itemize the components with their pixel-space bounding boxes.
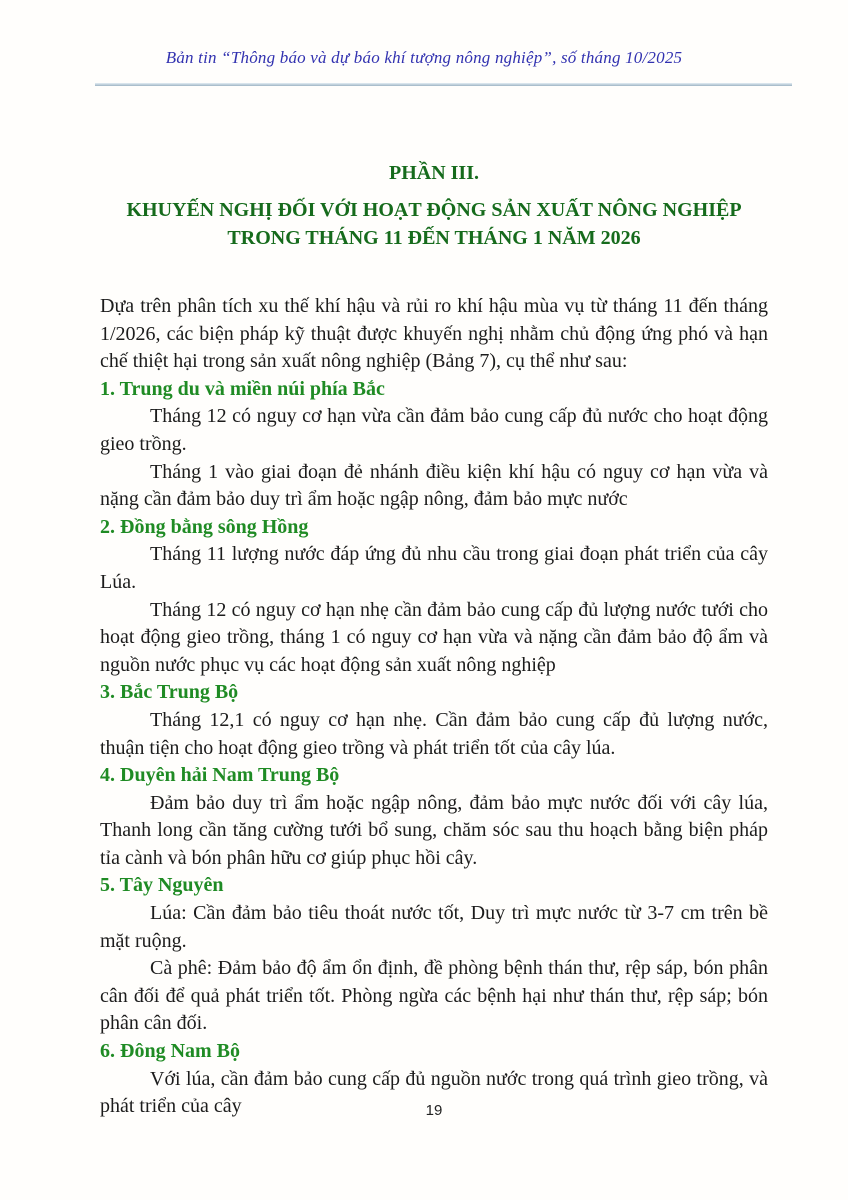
section-2-paragraph-1: Tháng 11 lượng nước đáp ứng đủ nhu cầu trong giai đoạn phát triển của cây Lúa. (100, 543, 768, 593)
running-header-text: Bản tin “Thông báo và dự báo khí tượng nông nghiệp”, số tháng 10/2025 (165, 48, 683, 67)
section-heading-2: 2. Đồng bằng sông Hồng (100, 515, 309, 538)
section-heading-5: 5. Tây Nguyên (100, 874, 224, 897)
section-1-paragraph-1: Tháng 12 có nguy cơ hạn vừa cần đảm bảo cung cấp đủ nước cho hoạt động gieo trồng. (100, 405, 768, 455)
main-title-line-1: KHUYẾN NGHỊ ĐỐI VỚI HOẠT ĐỘNG SẢN XUẤT NÔNG NGHIỆP (126, 199, 742, 221)
page-number: 19 (425, 1102, 443, 1119)
main-title-line-2: TRONG THÁNG 11 ĐẾN THÁNG 1 NĂM 2026 (227, 227, 641, 249)
section-heading-6: 6. Đông Nam Bộ (100, 1040, 241, 1063)
part-title: PHẦN III. (388, 162, 479, 184)
main-title (100, 196, 768, 252)
section-5-paragraph-2: Cà phê: Đảm bảo độ ẩm ổn định, đề phòng bệnh thán thư, rệp sáp, bón phân cân đối để quả phát triển tốt. Phòng ngừa các bệnh hại như thán thư, rệp sáp; bón phân cân đối. (100, 957, 768, 1035)
section-heading-1: 1. Trung du và miền núi phía Bắc (100, 377, 385, 400)
section-heading-4: 4. Duyên hải Nam Trung Bộ (100, 764, 340, 787)
document-body (100, 0, 768, 1121)
section-heading-3: 3. Bắc Trung Bộ (100, 681, 239, 704)
section-5-paragraph-1: Lúa: Cần đảm bảo tiêu thoát nước tốt, Duy trì mực nước từ 3-7 cm trên bề mặt ruộng. (100, 902, 768, 952)
section-2-paragraph-2: Tháng 12 có nguy cơ hạn nhẹ cần đảm bảo cung cấp đủ lượng nước tưới cho hoạt động gieo trồng, tháng 1 có nguy cơ hạn vừa và nặng cần đảm bảo độ ẩm và nguồn nước phục vụ các hoạt động sản xuất nông nghiệp (100, 598, 768, 676)
section-4-paragraph-1: Đảm bảo duy trì ẩm hoặc ngập nông, đảm bảo mực nước đối với cây lúa, Thanh long cần tăng cường tưới bổ sung, chăm sóc sau thu hoạch bằng biện pháp tỉa cành và bón phân hữu cơ giúp phục hồi cây. (100, 791, 768, 869)
section-6-paragraph-1: Với lúa, cần đảm bảo cung cấp đủ nguồn nước trong quá trình gieo trồng, và phát triển của cây (100, 1067, 768, 1118)
section-3-paragraph-1: Tháng 12,1 có nguy cơ hạn nhẹ. Cần đảm bảo cung cấp đủ lượng nước, thuận tiện cho hoạt động gieo trồng và phát triển tốt của cây lúa. (100, 708, 768, 759)
intro-paragraph: Dựa trên phân tích xu thế khí hậu và rủi ro khí hậu mùa vụ từ tháng 11 đến tháng 1/2026, các biện pháp kỹ thuật được khuyến nghị nhằm chủ động ứng phó và hạn chế thiệt hại trong sản xuất nông nghiệp (Bảng 7), cụ thể như sau: (100, 295, 768, 373)
section-1-paragraph-2: Tháng 1 vào giai đoạn đẻ nhánh điều kiện khí hậu có nguy cơ hạn vừa và nặng cần đảm bảo duy trì ẩm hoặc ngập nông, đảm bảo mực nước (100, 460, 768, 511)
